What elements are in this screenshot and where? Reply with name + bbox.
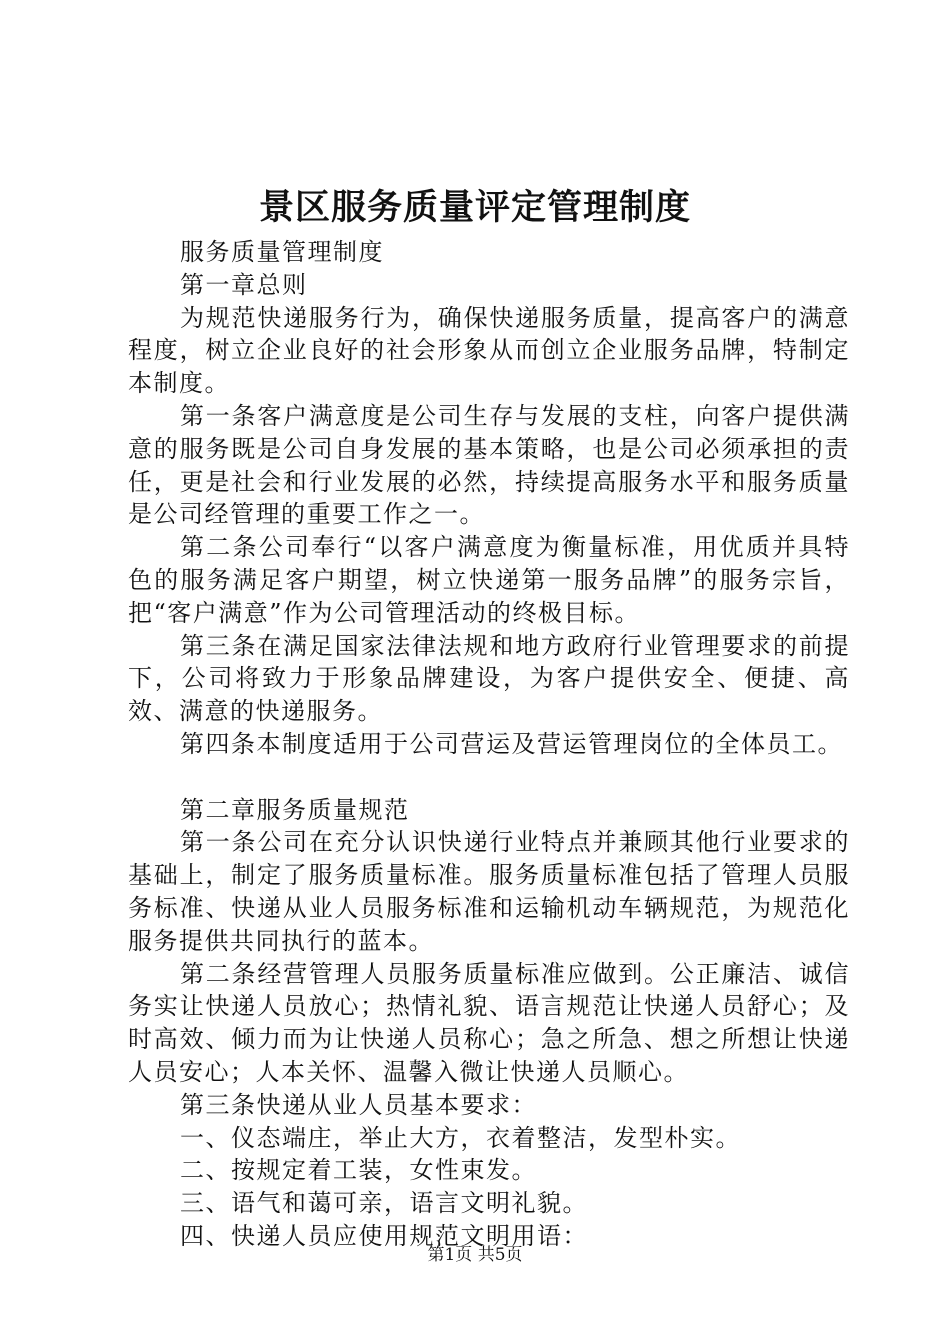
page-footer: 第1页 共5页	[427, 1245, 523, 1265]
paragraph: 第二条经营管理人员服务质量标准应做到。公正廉洁、诚信务实让快递人员放心；热情礼貌、语言规范让快递人员舒心；及时高效、倾力而为让快递人员称心；急之所急、想之所想让快递人员安心；人本关怀、温馨入微让快递人员顺心。	[128, 959, 850, 1086]
paragraph: 为规范快递服务行为，确保快递服务质量，提高客户的满意程度，树立企业良好的社会形象从而创立企业服务品牌，特制定本制度。	[128, 303, 850, 398]
list-item: 三、语气和蔼可亲，语言文明礼貌。	[180, 1189, 588, 1218]
paragraph: 第一条公司在充分认识快递行业特点并兼顾其他行业要求的基础上，制定了服务质量标准。服务质量标准包括了管理人员服务标准、快递从业人员服务标准和运输机动车辆规范，为规范化服务提供共同执行的蓝本。	[128, 828, 850, 955]
list-item: 二、按规定着工装，女性束发。	[180, 1156, 537, 1185]
list-item: 四、快递人员应使用规范文明用语：	[180, 1221, 588, 1250]
document-body	[128, 236, 850, 1253]
paragraph: 第三条快递从业人员基本要求：	[180, 1090, 537, 1119]
list-item: 一、仪态端庄，举止大方，衣着整洁，发型朴实。	[180, 1123, 741, 1152]
paragraph: 第一条客户满意度是公司生存与发展的支柱，向客户提供满意的服务既是公司自身发展的基本策略，也是公司必须承担的责任，更是社会和行业发展的必然，持续提高服务水平和服务质量是公司经管理的重要工作之一。	[128, 401, 850, 529]
chapter-heading: 第二章服务质量规范	[180, 795, 410, 824]
paragraph: 第三条在满足国家法律法规和地方政府行业管理要求的前提下，公司将致力于形象品牌建设，为客户提供安全、便捷、高效、满意的快递服务。	[128, 631, 850, 726]
chapter-heading: 第一章总则	[180, 270, 308, 299]
paragraph-subtitle: 服务质量管理制度	[180, 238, 384, 266]
paragraph: 第二条公司奉行“以客户满意度为衡量标准，用优质并具特色的服务满足客户期望，树立快递第一服务品牌”的服务宗旨，把“客户满意”作为公司管理活动的终极目标。	[128, 533, 850, 627]
document-title: 景区服务质量评定管理制度	[258, 187, 691, 228]
paragraph: 第四条本制度适用于公司营运及营运管理岗位的全体员工。	[180, 729, 843, 758]
